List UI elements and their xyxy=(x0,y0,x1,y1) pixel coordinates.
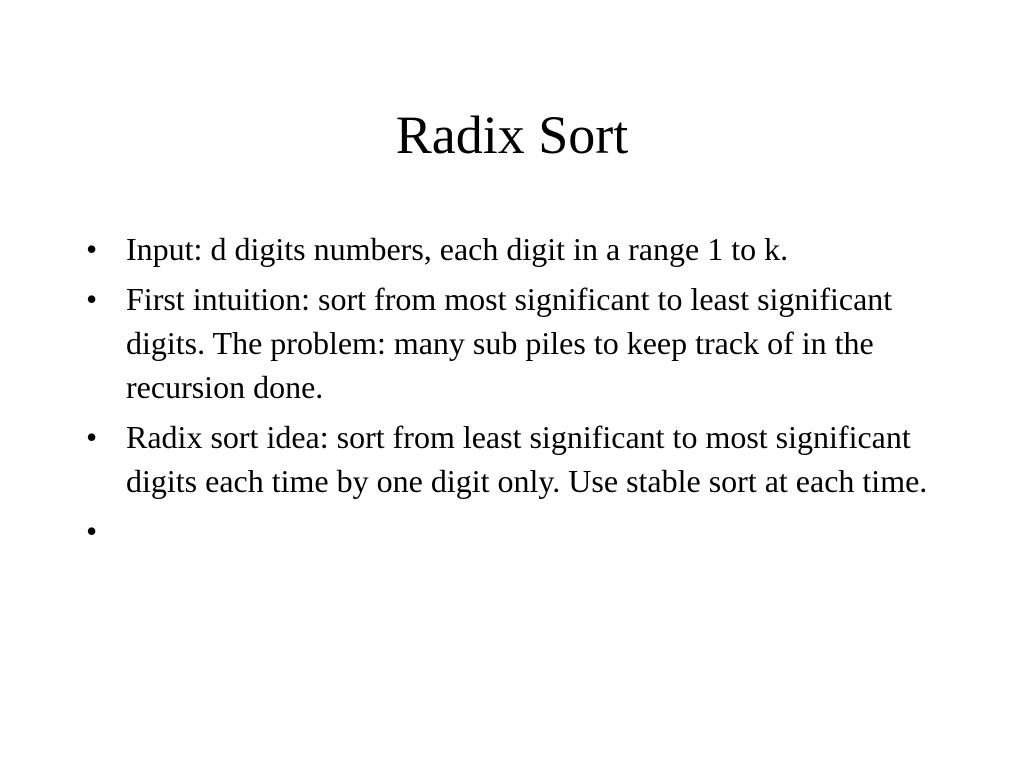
bullet-text-empty xyxy=(126,509,936,553)
bullet-text: Radix sort idea: sort from least significant to most significant digits each time by one digit only. Use stable sort at each time. xyxy=(126,419,928,499)
bullet-icon: • xyxy=(86,231,98,267)
bullet-item xyxy=(86,509,936,553)
bullet-text: Input: d digits numbers, each digit in a range 1 to k. xyxy=(126,231,789,267)
bullet-icon: • xyxy=(86,281,98,317)
bullet-item xyxy=(86,277,936,409)
bullet-icon: • xyxy=(86,419,98,455)
bullet-text: First intuition: sort from most significant to least significant digits. The problem: many sub piles to keep track of in the recursion done. xyxy=(126,281,893,405)
bullet-icon: • xyxy=(86,513,98,549)
bullet-list xyxy=(86,227,936,559)
bullet-item xyxy=(86,227,936,271)
bullet-item xyxy=(86,415,936,503)
slide-title: Radix Sort xyxy=(395,105,629,165)
